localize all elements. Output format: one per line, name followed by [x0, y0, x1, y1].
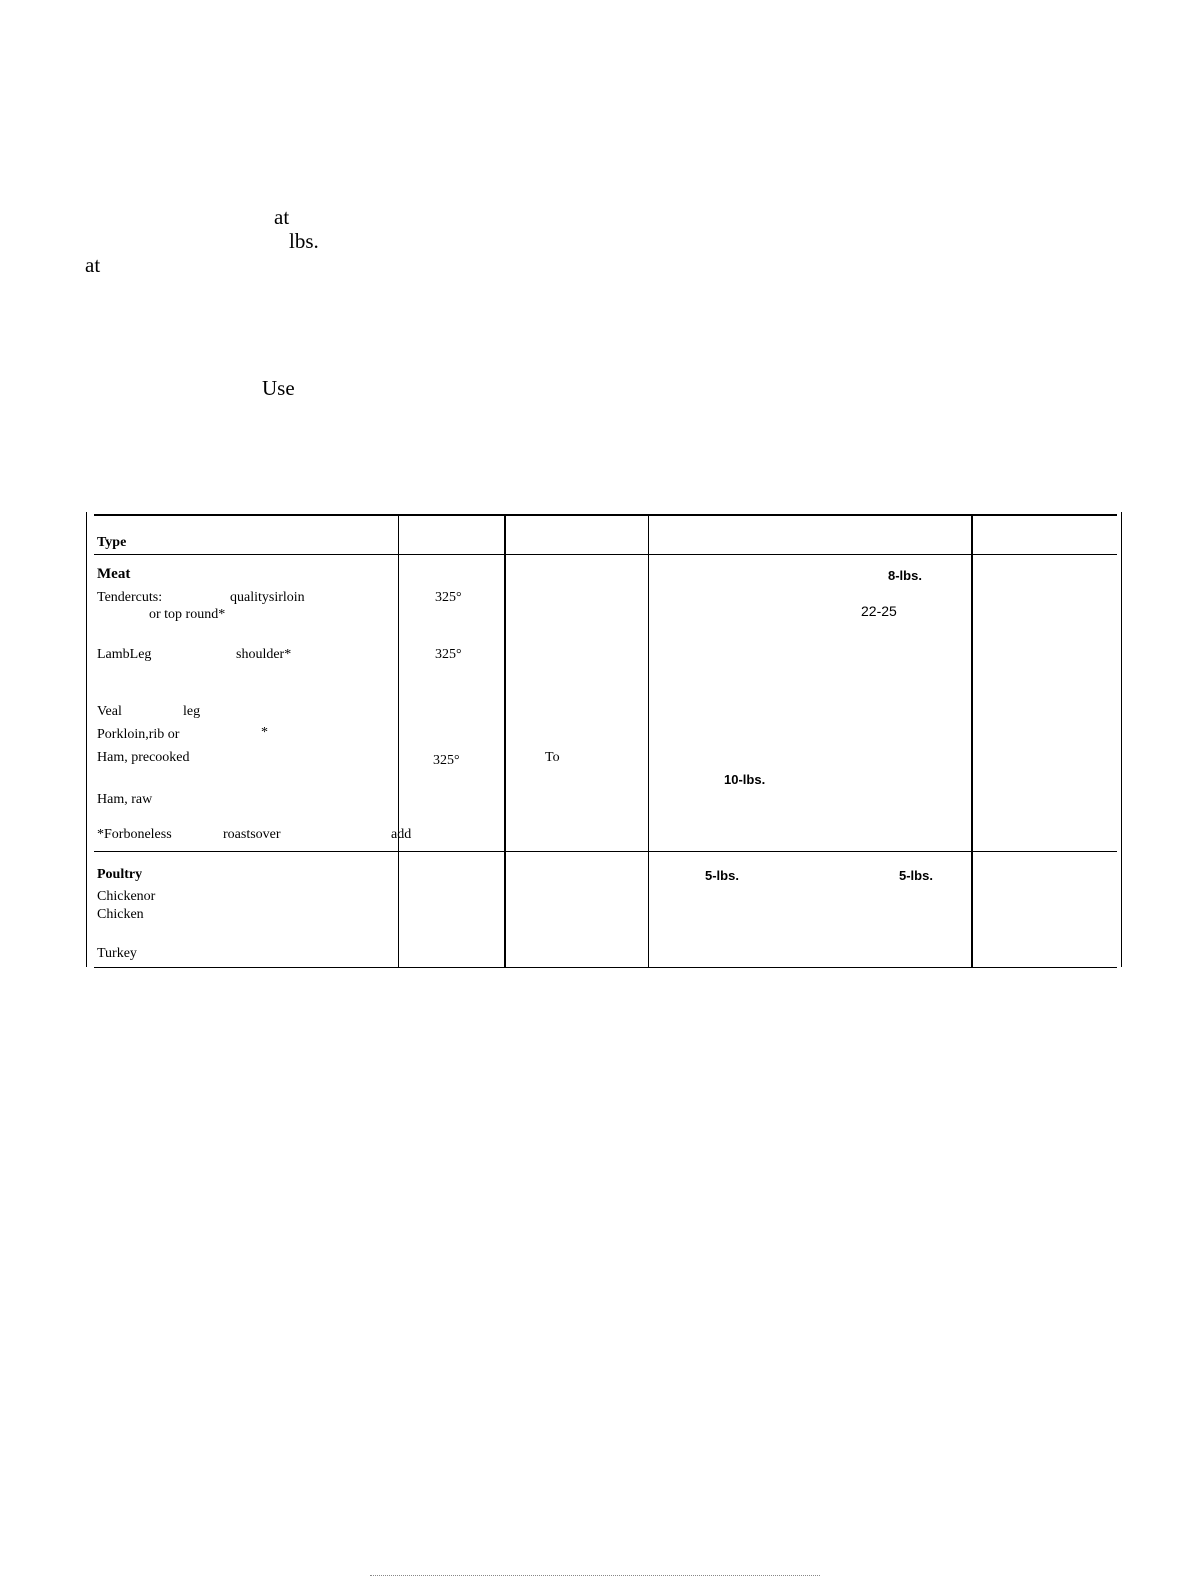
- meat-row-label: LambLeg: [97, 647, 152, 662]
- poultry-weight-a: 5-lbs.: [705, 868, 739, 883]
- meat-row-label: Tendercuts:: [97, 590, 163, 605]
- meat-weight-range: 8-lbs.: [888, 568, 922, 583]
- column-sep-4: [971, 514, 973, 968]
- meat-row-weight: 10-lbs.: [724, 772, 766, 787]
- table-right-edge: [1121, 512, 1122, 967]
- poultry-weight-b: 5-lbs.: [899, 868, 933, 883]
- section-title-meat: Meat: [97, 566, 131, 582]
- table-bottom-rule: [94, 967, 1117, 968]
- meat-footnote-c: add: [391, 827, 412, 842]
- meat-row-extra: 22-25: [861, 603, 897, 619]
- meat-row-label: Ham, precooked: [97, 750, 190, 765]
- table-top-rule: [94, 514, 1117, 516]
- meat-footnote-b: roastsover: [223, 827, 281, 842]
- meat-row-label: Porkloin,rib or: [97, 727, 180, 742]
- column-sep-2: [504, 514, 506, 968]
- meat-row-temp: 325°: [433, 753, 460, 768]
- meat-footnote-a: *Forboneless: [97, 827, 172, 842]
- meat-row-label-2: shoulder*: [236, 647, 292, 662]
- table-meat-rule: [94, 851, 1117, 852]
- meat-row-label: Veal: [97, 704, 122, 719]
- section-title-poultry: Poultry: [97, 867, 143, 882]
- header-type: Type: [97, 535, 127, 550]
- table-header-rule: [94, 554, 1117, 555]
- meat-row-time: To: [545, 750, 560, 765]
- meat-row-label-2: *: [261, 725, 268, 740]
- intro-fragment-use: Use: [262, 376, 295, 400]
- meat-row-label: Ham, raw: [97, 792, 153, 807]
- page-bottom-rule: [370, 1575, 820, 1576]
- meat-row-temp: 325°: [435, 590, 462, 605]
- intro-fragment-lbs: lbs.: [289, 229, 319, 253]
- meat-row-label: or top round*: [149, 607, 226, 622]
- meat-row-label-2: leg: [183, 704, 201, 719]
- table-left-edge: [86, 512, 87, 967]
- poultry-row-label: Chicken: [97, 907, 144, 922]
- meat-row-label-2: qualitysirloin: [230, 590, 305, 605]
- intro-fragment-at-2: at: [85, 253, 101, 277]
- poultry-row-label: Turkey: [97, 946, 137, 961]
- poultry-row-label: Chickenor: [97, 889, 156, 904]
- intro-fragment-at: at: [274, 205, 290, 229]
- column-sep-1: [398, 514, 399, 968]
- meat-row-temp: 325°: [435, 647, 462, 662]
- column-sep-3: [648, 514, 649, 968]
